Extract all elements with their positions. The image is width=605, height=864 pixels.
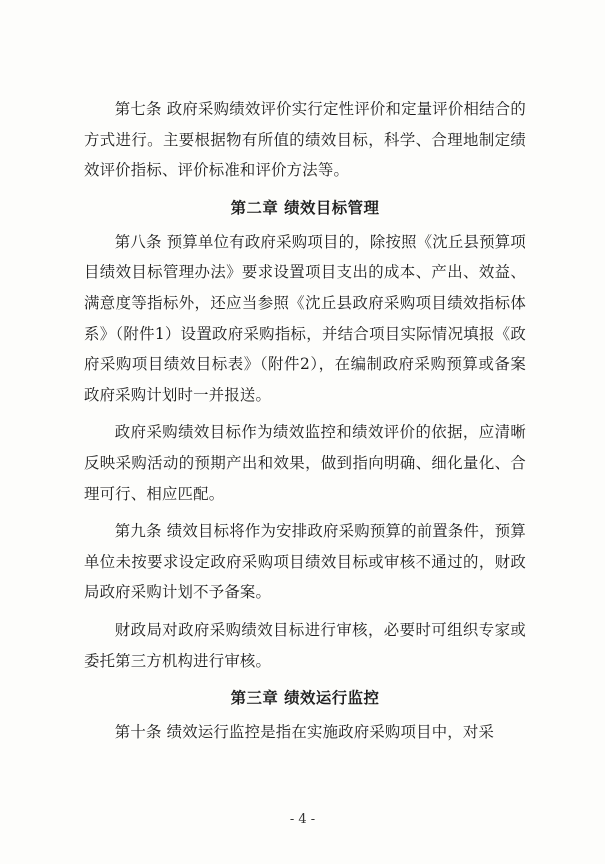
article-9-paragraph: 第九条 绩效目标将作为安排政府采购预算的前置条件，预算单位未按要求设定政府采购项目绩效目标或审核不通过的，财政局政府采购计划不予备案。 bbox=[84, 522, 526, 602]
article-8-paragraph: 第八条 预算单位有政府采购项目的，除按照《沈丘县预算项目绩效目标管理办法》要求设置项目支出的成本、产出、效益、满意度等指标外，还应当参照《沈丘县政府采购项目绩效指标体系》（附件1）设置政府采购指标，并结合项目实际情况填报《政府采购项目绩效目标表》（附件2），在编制政府采购预算或备案政府采购计划时一并报送。 bbox=[84, 232, 526, 404]
chapter-3-heading: 第三章 绩效运行监控 bbox=[230, 689, 380, 708]
page-body bbox=[84, 94, 526, 755]
page-number: - 4 - bbox=[289, 812, 316, 827]
article-9-continuation-paragraph: 财政局对政府采购绩效目标进行审核，必要时可组织专家或委托第三方机构进行审核。 bbox=[84, 620, 526, 670]
article-8-continuation-paragraph: 政府采购绩效目标作为绩效监控和绩效评价的依据，应清晰反映采购活动的预期产出和效果，做到指向明确、细化量化、合理可行、相应匹配。 bbox=[84, 423, 526, 503]
article-10-paragraph: 第十条 绩效运行监控是指在实施政府采购项目中，对采 bbox=[114, 723, 495, 742]
article-7-paragraph: 第七条 政府采购绩效评价实行定性评价和定量评价相结合的方式进行。主要根据物有所值的绩效目标，科学、合理地制定绩效评价指标、评价标准和评价方法等。 bbox=[84, 100, 526, 180]
chapter-2-heading: 第二章 绩效目标管理 bbox=[230, 198, 380, 217]
